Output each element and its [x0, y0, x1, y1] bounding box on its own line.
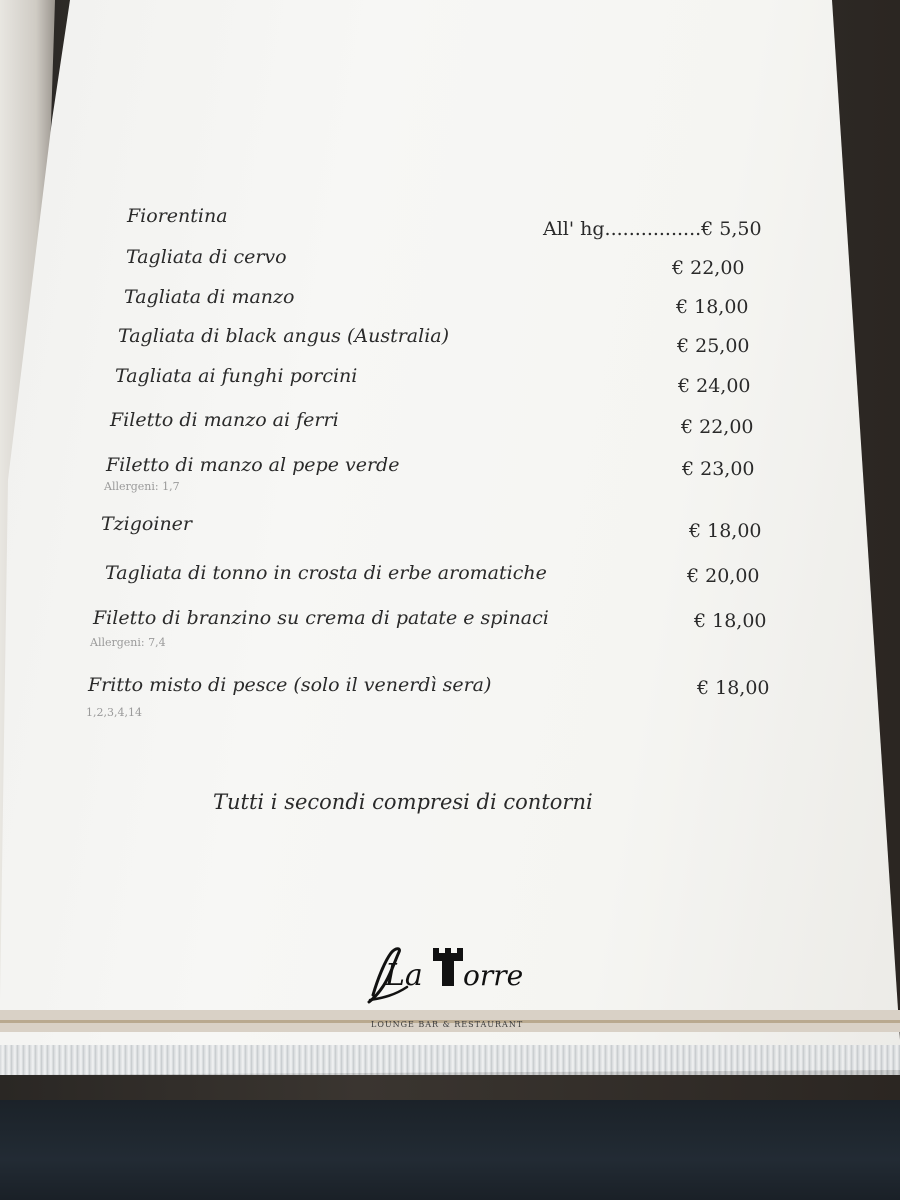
menu-item-price: € 25,00 [677, 335, 750, 357]
menu-item-name: Tagliata di black angus (Australia) [118, 325, 450, 347]
menu-item-price: € 18,00 [689, 520, 762, 542]
restaurant-logo [365, 940, 540, 1035]
menu-item-allergens: 1,2,3,4,14 [86, 706, 142, 719]
menu-footer-note: Tutti i secondi compresi di contorni [213, 790, 593, 814]
menu-item-price: € 18,00 [676, 296, 749, 318]
menu-item-name: Tagliata ai funghi porcini [115, 365, 358, 387]
plastic-sleeve-edge [0, 1045, 900, 1075]
svg-text:orre: orre [463, 959, 524, 992]
menu-item-name: Filetto di manzo ai ferri [110, 409, 339, 431]
menu-item-price: All' hg................€ 5,50 [543, 218, 762, 240]
logo-tagline: LOUNGE BAR & RESTAURANT [371, 1020, 524, 1029]
menu-item-price: € 18,00 [694, 610, 767, 632]
menu-item-allergens: Allergeni: 7,4 [90, 636, 166, 649]
svg-text:La: La [385, 958, 423, 993]
menu-item-name: Tagliata di cervo [126, 246, 287, 268]
menu-item-name: Fiorentina [127, 205, 228, 227]
menu-item-name: Filetto di manzo al pepe verde [106, 454, 400, 476]
menu-item-price: € 22,00 [672, 257, 745, 279]
menu-item-name: Fritto misto di pesce (solo il venerdì sera) [88, 674, 492, 696]
menu-item-price: € 24,00 [678, 375, 751, 397]
tower-logo-icon [365, 940, 540, 1010]
menu-item-name: Filetto di branzino su crema di patate e spinaci [93, 607, 549, 629]
menu-item-price: € 23,00 [682, 458, 755, 480]
menu-item-price: € 20,00 [687, 565, 760, 587]
menu-item-name: Tagliata di manzo [124, 286, 295, 308]
menu-item-price: € 18,00 [697, 677, 770, 699]
menu-item-name: Tzigoiner [101, 513, 193, 535]
menu-item-price: € 22,00 [681, 416, 754, 438]
fabric-background [0, 1100, 900, 1200]
menu-item-allergens: Allergeni: 1,7 [104, 480, 180, 493]
menu-item-name: Tagliata di tonno in crosta di erbe aromatiche [105, 562, 547, 584]
